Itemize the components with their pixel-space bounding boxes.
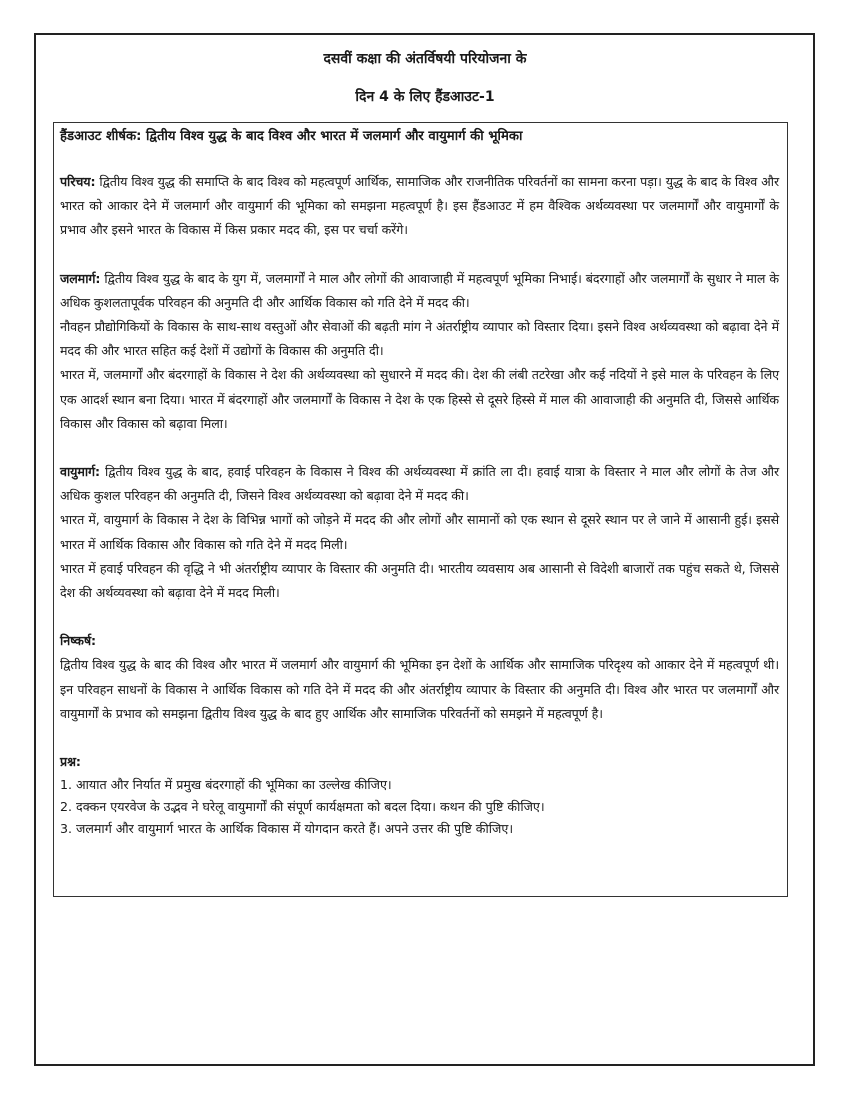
waterways-paragraph-1: [60, 267, 779, 315]
question-item: 1. आयात और निर्यात में प्रमुख बंदरगाहों की भूमिका का उल्लेख कीजिए।: [60, 777, 392, 793]
airways-text-1: द्वितीय विश्व युद्ध के बाद, हवाई परिवहन के विकास ने विश्व की अर्थव्यवस्था में क्रांति ला दी। हवाई यात्रा के विस्तार ने माल और लोगों के तेज और अधिक कुशल परिवहन की अनुमति दी, जिसने विश्व अर्थव्यवस्था को बढ़ावा देने में मदद की।: [60, 464, 779, 504]
airways-paragraph-1: [60, 460, 779, 508]
handout-title: हैंडआउट शीर्षक: द्वितीय विश्व युद्ध के बाद विश्व और भारत में जलमार्ग और वायुमार्ग की भूमिका: [60, 129, 523, 144]
airways-paragraph-2: भारत में, वायुमार्ग के विकास ने देश के विभिन्न भागों को जोड़ने में मदद की और लोगों और सामानों को एक स्थान से दूसरे स्थान पर ले जाने में आसानी हुई। इससे भारत में आर्थिक विकास और विकास को गति देने में मदद मिली।: [60, 512, 779, 552]
waterways-paragraph-3: भारत में, जलमार्गों और बंदरगाहों के विकास ने देश की अर्थव्यवस्था को सुधारने में मदद की। देश की लंबी तटरेखा और कई नदियों ने इसे माल के परिवहन के लिए एक आदर्श स्थान बना दिया। भारत में बंदरगाहों और जलमार्गों के विकास ने देश के एक हिस्से से दूसरे हिस्से में माल की आवाजाही की अनुमति दी, जिससे आर्थिक विकास और विकास को बढ़ावा मिला।: [60, 367, 779, 431]
question-item: 2. दक्कन एयरवेज के उद्भव ने घरेलू वायुमार्गों की संपूर्ण कार्यक्षमता को बदल दिया। कथन की पुष्टि कीजिए।: [60, 799, 545, 815]
intro-label: परिचय:: [60, 174, 96, 189]
airways-label: वायुमार्ग:: [60, 464, 100, 480]
waterways-paragraph-2: नौवहन प्रौद्योगिकियों के विकास के साथ-साथ वस्तुओं और सेवाओं की बढ़ती मांग ने अंतर्राष्ट्रीय व्यापार को विस्तार दिया। इसने विश्व अर्थव्यवस्था को बढ़ावा देने में मदद की और भारत सहित कई देशों में उद्योगों के विकास की अनुमति दी।: [60, 319, 779, 359]
intro-text: द्वितीय विश्व युद्ध की समाप्ति के बाद विश्व को महत्वपूर्ण आर्थिक, सामाजिक और राजनीतिक परिवर्तनों का सामना करना पड़ा। युद्ध के बाद के विश्व और भारत को आकार देने में जलमार्ग और वायुमार्ग की भूमिका को समझना महत्वपूर्ण है। इस हैंडआउट में हम वैश्विक अर्थव्यवस्था पर जलमार्गों और वायुमार्गों के प्रभाव और इसने भारत के विकास में किस प्रकार मदद की, इस पर चर्चा करेंगे।: [60, 174, 779, 238]
document-heading-line1: दसवीं कक्षा की अंतर्विषयी परियोजना के: [323, 51, 527, 67]
intro-paragraph: [60, 170, 779, 243]
handout-content-box: [53, 122, 788, 897]
conclusion-label: निष्कर्ष:: [60, 633, 96, 649]
document-heading-line2: दिन 4 के लिए हैंडआउट-1: [355, 89, 495, 105]
conclusion-paragraph: द्वितीय विश्व युद्ध के बाद की विश्व और भारत में जलमार्ग और वायुमार्ग की भूमिका इन देशों के आर्थिक और सामाजिक परिदृश्य को आकार देने में महत्वपूर्ण थी। इन परिवहन साधनों के विकास ने आर्थिक विकास को गति देने में मदद की और अंतर्राष्ट्रीय व्यापार के विस्तार की अनुमति दी। विश्व और भारत पर जलमार्गों और वायुमार्गों के प्रभाव को समझना द्वितीय विश्व युद्ध के बाद हुए आर्थिक और सामाजिक परिवर्तनों को समझने में महत्वपूर्ण है।: [60, 657, 779, 721]
waterways-text-1: द्वितीय विश्व युद्ध के बाद के युग में, जलमार्गों ने माल और लोगों की आवाजाही में महत्वपूर्ण भूमिका निभाई। बंदरगाहों और जलमार्गों के सुधार ने माल के अधिक कुशलतापूर्वक परिवहन की अनुमति दी और आर्थिक विकास को गति देने में मदद की।: [60, 270, 779, 310]
airways-paragraph-3: भारत में हवाई परिवहन की वृद्धि ने भी अंतर्राष्ट्रीय व्यापार के विस्तार की अनुमति दी। भारतीय व्यवसाय अब आसानी से विदेशी बाजारों तक पहुंच सकते थे, जिससे देश की अर्थव्यवस्था को बढ़ावा देने में मदद मिली।: [60, 560, 779, 601]
questions-label: प्रश्न:: [60, 754, 81, 770]
waterways-label: जलमार्ग:: [60, 270, 101, 286]
question-item: 3. जलमार्ग और वायुमार्ग भारत के आर्थिक विकास में योगदान करते हैं। अपने उत्तर की पुष्टि कीजिए।: [60, 821, 514, 837]
